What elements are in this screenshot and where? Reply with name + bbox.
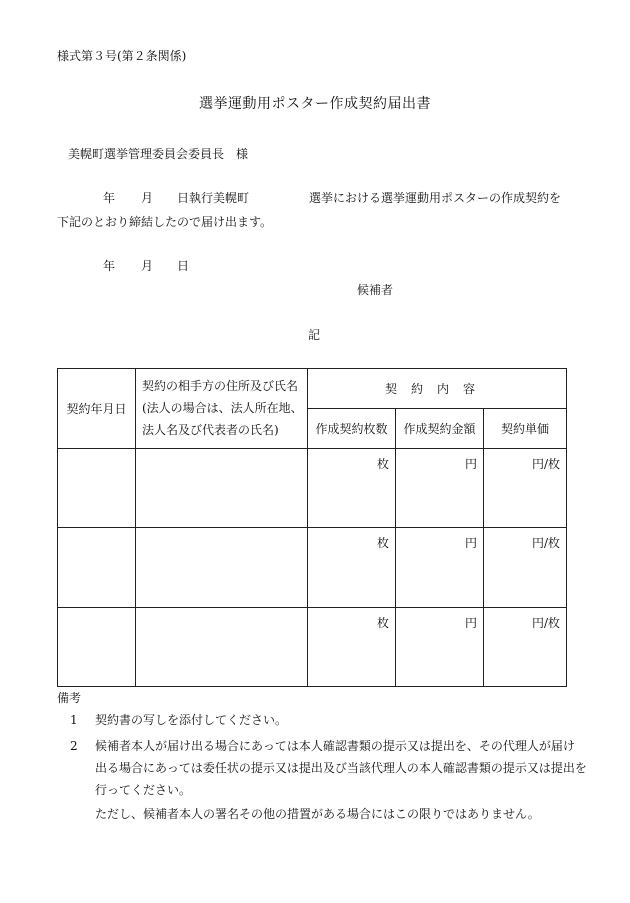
- header-amount: 作成契約金額: [396, 409, 484, 449]
- submission-day: 日: [177, 259, 190, 273]
- notification-year: 年: [103, 191, 116, 205]
- header-party-line-3: 法人名及び代表者の氏名): [142, 423, 279, 437]
- cell-party[interactable]: [136, 528, 308, 607]
- header-contract-date: 契約年月日: [58, 369, 136, 449]
- addressee: [68, 146, 248, 162]
- notification-month: 月: [141, 191, 154, 205]
- notification-day-town: 日執行美幌町: [177, 191, 250, 205]
- remark-item-2: [70, 738, 575, 754]
- header-contract-party: [136, 369, 308, 449]
- remark-2-line-3: 行ってください。: [95, 783, 192, 797]
- cell-unit-price[interactable]: 円/枚: [484, 607, 567, 686]
- header-unit-price: 契約単価: [484, 409, 567, 449]
- header-sheets: 作成契約枚数: [308, 409, 396, 449]
- remark-2-note: ただし、候補者本人の署名その他の措置がある場合にはこの限りではありません。: [95, 807, 540, 821]
- page-title: 選挙運動用ポスター作成契約届出書: [199, 96, 431, 112]
- cell-sheets[interactable]: 枚: [308, 449, 396, 528]
- addressee-name: 美幌町選挙管理委員会委員長: [68, 147, 225, 161]
- cell-party[interactable]: [136, 607, 308, 686]
- header-party-line-1: 契約の相手方の住所及び氏名: [142, 379, 299, 393]
- submission-month: 月: [141, 259, 154, 273]
- cell-unit-price[interactable]: 円/枚: [484, 449, 567, 528]
- submission-year: 年: [103, 259, 116, 273]
- remarks-label: 備考: [57, 691, 82, 705]
- remark-2-number: 2: [70, 739, 78, 753]
- notification-text-1: 選挙における選挙運動用ポスターの作成契約を: [309, 191, 562, 205]
- cell-date[interactable]: [58, 607, 136, 686]
- contract-table: [57, 368, 567, 687]
- notification-line-1: [103, 190, 561, 206]
- table-row: [58, 449, 567, 528]
- ki-heading: 記: [308, 328, 321, 342]
- table-row: [58, 607, 567, 686]
- remark-1-number: 1: [70, 713, 78, 727]
- header-contract-content: 契約内容: [308, 369, 567, 409]
- addressee-honorific: 様: [236, 147, 249, 161]
- remark-item-1: [70, 712, 287, 728]
- remark-2-line-1: 候補者本人が届け出る場合にあっては本人確認書類の提示又は提出を、その代理人が届け: [95, 739, 575, 753]
- remark-1-text: 契約書の写しを添付してください。: [95, 713, 288, 727]
- notification-line-2: 下記のとおり締結したので届け出ます。: [57, 215, 273, 229]
- table-row: [58, 528, 567, 607]
- cell-date[interactable]: [58, 528, 136, 607]
- cell-date[interactable]: [58, 449, 136, 528]
- cell-amount[interactable]: 円: [396, 607, 484, 686]
- cell-party[interactable]: [136, 449, 308, 528]
- cell-amount[interactable]: 円: [396, 528, 484, 607]
- cell-amount[interactable]: 円: [396, 449, 484, 528]
- header-party-line-2: (法人の場合は、法人所在地、: [142, 401, 303, 415]
- submission-date: [103, 258, 189, 274]
- cell-sheets[interactable]: 枚: [308, 607, 396, 686]
- form-number: 様式第３号(第２条関係): [57, 49, 187, 63]
- cell-unit-price[interactable]: 円/枚: [484, 528, 567, 607]
- remark-2-line-2: 出る場合にあっては委任状の提示又は提出及び当該代理人の本人確認書類の提示又は提出を: [95, 761, 587, 775]
- candidate-label: 候補者: [357, 283, 394, 297]
- cell-sheets[interactable]: 枚: [308, 528, 396, 607]
